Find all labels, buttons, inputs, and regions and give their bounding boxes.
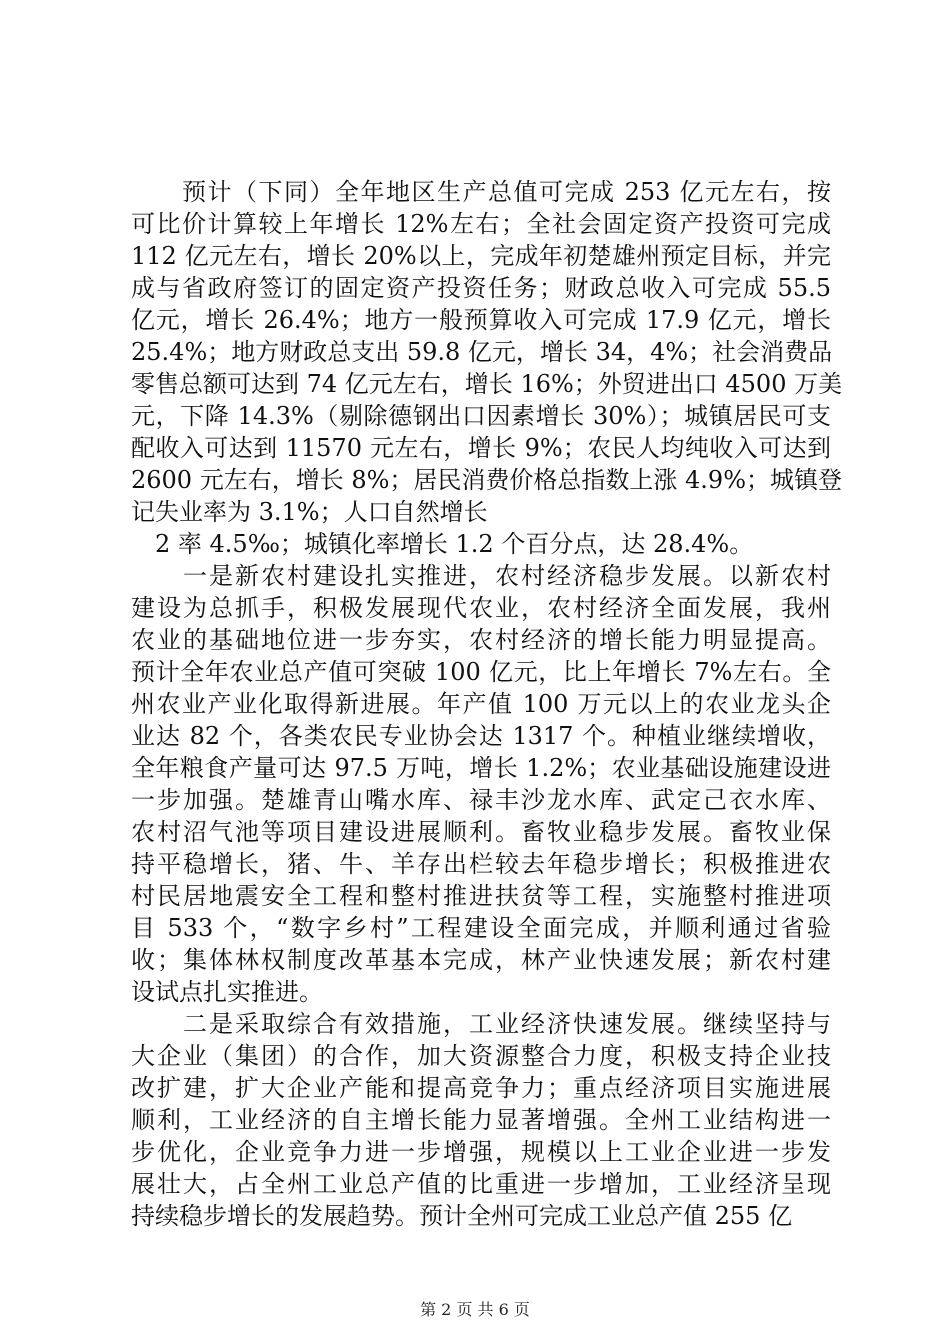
- paragraph-line: 一步加强。楚雄青山嘴水库、禄丰沙龙水库、武定己衣水库、: [131, 786, 831, 814]
- paragraph-line: 记失业率为 3.1%；人口自然增长: [131, 498, 488, 526]
- paragraph-line: 成与省政府签订的固定资产投资任务；财政总收入可完成 55.5: [131, 274, 831, 302]
- paragraph-line: 州农业产业化取得新进展。年产值 100 万元以上的农业龙头企: [131, 690, 831, 718]
- paragraph-line: 亿元，增长 26.4%；地方一般预算收入可完成 17.9 亿元，增长: [131, 306, 831, 334]
- paragraph-line: 2 率 4.5‰；城镇化率增长 1.2 个百分点，达 28.4%。: [131, 530, 754, 558]
- paragraph-line: 可比价计算较上年增长 12%左右；全社会固定资产投资可完成: [131, 210, 831, 238]
- page-footer: 第 2 页 共 6 页: [420, 1300, 530, 1319]
- paragraph-line: 步优化，企业竞争力进一步增强，规模以上工业企业进一步发: [131, 1138, 831, 1166]
- paragraph-line: 2600 元左右，增长 8%；居民消费价格总指数上涨 4.9%；城镇登: [131, 466, 843, 494]
- paragraph-line: 目 533 个，“数字乡村”工程建设全面完成，并顺利通过省验: [131, 914, 831, 942]
- paragraph-line: 25.4%；地方财政总支出 59.8 亿元，增长 34，4%；社会消费品: [131, 338, 833, 366]
- paragraph-line: 全年粮食产量可达 97.5 万吨，增长 1.2%；农业基础设施建设进: [131, 754, 831, 782]
- paragraph: [131, 528, 831, 560]
- paragraph-line: 农村沼气池等项目建设进展顺利。畜牧业稳步发展。畜牧业保: [131, 818, 831, 846]
- paragraph: [131, 1008, 831, 1232]
- paragraph-line: 展壮大，占全州工业总产值的比重进一步增加，工业经济呈现: [131, 1170, 831, 1198]
- paragraph: [131, 560, 831, 1008]
- paragraph-line: 零售总额可达到 74 亿元左右，增长 16%；外贸进出口 4500 万美: [131, 370, 843, 398]
- paragraph-line: 设试点扎实推进。: [131, 978, 323, 1006]
- paragraph-line: 大企业（集团）的合作，加大资源整合力度，积极支持企业技: [131, 1042, 831, 1070]
- paragraph-line: 收；集体林权制度改革基本完成，林产业快速发展；新农村建: [131, 946, 831, 974]
- document-body: [131, 176, 843, 1232]
- paragraph-line: 业达 82 个，各类农民专业协会达 1317 个。种植业继续增收，: [131, 722, 831, 750]
- paragraph-line: 配收入可达到 11570 元左右，增长 9%；农民人均纯收入可达到: [131, 434, 831, 462]
- paragraph-line: 农业的基础地位进一步夯实，农村经济的增长能力明显提高。: [131, 626, 831, 654]
- paragraph-line: 二是采取综合有效措施，工业经济快速发展。继续坚持与: [131, 1010, 831, 1038]
- paragraph: [131, 176, 843, 528]
- paragraph-line: 元，下降 14.3%（剔除德钢出口因素增长 30%）；城镇居民可支: [131, 402, 831, 430]
- paragraph-line: 112 亿元左右，增长 20%以上，完成年初楚雄州预定目标，并完: [131, 242, 831, 270]
- paragraph-line: 一是新农村建设扎实推进，农村经济稳步发展。以新农村: [131, 562, 831, 590]
- paragraph-line: 持续稳步增长的发展趋势。预计全州可完成工业总产值 255 亿: [131, 1202, 793, 1230]
- paragraph-line: 持平稳增长，猪、牛、羊存出栏较去年稳步增长；积极推进农: [131, 850, 831, 878]
- paragraph-line: 顺利，工业经济的自主增长能力显著增强。全州工业结构进一: [131, 1106, 831, 1134]
- paragraph-line: 村民居地震安全工程和整村推进扶贫等工程，实施整村推进项: [131, 882, 831, 910]
- paragraph-line: 建设为总抓手，积极发展现代农业，农村经济全面发展，我州: [131, 594, 831, 622]
- paragraph-line: 预计全年农业总产值可突破 100 亿元，比上年增长 7%左右。全: [131, 658, 831, 686]
- paragraph-line: 预计（下同）全年地区生产总值可完成 253 亿元左右，按: [131, 178, 831, 206]
- paragraph-line: 改扩建，扩大企业产能和提高竞争力；重点经济项目实施进展: [131, 1074, 831, 1102]
